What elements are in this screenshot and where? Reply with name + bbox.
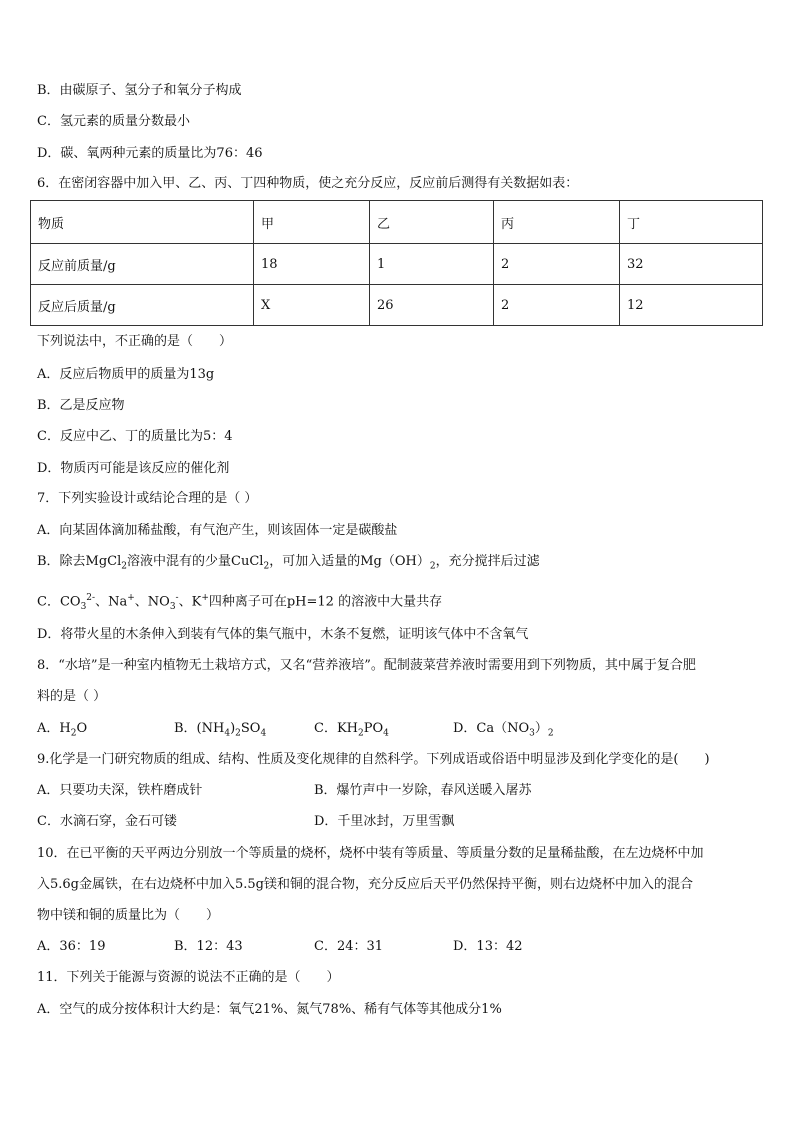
question-8-stem-line1: 8．“水培”是一种室内植物无土栽培方式，又名“营养液培”。配制菠菜营养液时需要用到下列物质，其中属于复合肥	[37, 658, 696, 673]
q8-a-text: A．H	[37, 721, 71, 736]
table-cell: 反应后质量/g	[31, 285, 254, 326]
q7-c-text: 、Na	[95, 594, 128, 610]
q9-option-c: C．水滴石穿，金石可镂	[37, 814, 177, 829]
q6-option-d: D．物质丙可能是该反应的催化剂	[37, 461, 230, 476]
subscript: 4	[224, 728, 231, 739]
question-6-ask: 下列说法中，不正确的是（ ）	[37, 334, 233, 349]
q8-d-text: ）	[534, 721, 548, 736]
q5-option-d: D．碳、氧两种元素的质量比为76：46	[37, 146, 263, 161]
q8-b-text: SO	[240, 721, 261, 736]
q8-option-d	[453, 720, 554, 743]
table-cell: 2	[494, 244, 620, 285]
q8-option-c	[314, 720, 389, 743]
q7-c-text: 四种离子可在pH=12 的溶液中大量共存	[208, 594, 443, 610]
table-cell: 丁	[620, 201, 763, 244]
q6-option-a: A．反应后物质甲的质量为13g	[37, 367, 215, 382]
subscript: 3	[80, 601, 87, 612]
q8-option-a	[37, 720, 87, 743]
subscript: 2	[263, 561, 270, 572]
table-cell: 物质	[31, 201, 254, 244]
superscript: -	[175, 593, 179, 603]
table-cell: 乙	[370, 201, 494, 244]
question-8-stem-line2: 料的是（ ）	[37, 689, 107, 704]
q7-b-text: B．除去MgCl	[37, 554, 122, 569]
subscript: 2	[235, 728, 241, 739]
table-cell: 丙	[494, 201, 620, 244]
q7-b-text: 溶液中混有的少量CuCl	[127, 554, 264, 569]
superscript: +	[201, 593, 209, 603]
table-cell: 反应前质量/g	[31, 244, 254, 285]
q10-option-a: A．36：19	[37, 939, 106, 954]
subscript: 3	[169, 601, 176, 612]
subscript: 4	[260, 728, 267, 739]
q7-option-b	[37, 553, 540, 576]
q8-a-text: O	[76, 721, 88, 736]
q8-b-text: )	[230, 721, 236, 736]
q7-c-text: C．CO	[37, 594, 81, 610]
table-cell: 18	[254, 244, 370, 285]
table-row	[31, 244, 763, 285]
table-cell: 26	[370, 285, 494, 326]
question-7-stem: 7．下列实验设计或结论合理的是（ ）	[37, 491, 258, 506]
question-6-stem: 6．在密闭容器中加入甲、乙、丙、丁四种物质，使之充分反应，反应前后测得有关数据如表：	[37, 176, 579, 191]
q8-c-text: C．KH	[314, 721, 358, 736]
q8-option-b	[174, 720, 266, 743]
subscript: 2	[121, 561, 128, 572]
table-cell: 甲	[254, 201, 370, 244]
q10-option-c: C．24：31	[314, 939, 384, 954]
q6-option-b: B．乙是反应物	[37, 398, 125, 413]
question-10-stem-line2: 入5.6g金属铁，在右边烧杯中加入5.5g镁和铜的混合物，充分反应后天平仍然保持平衡，则右边烧杯中加入的混合	[37, 877, 693, 892]
q7-b-text: ，可加入适量的Mg（OH）	[269, 554, 430, 569]
q7-c-text: 、K	[178, 594, 202, 610]
q7-option-d: D．将带火星的木条伸入到装有气体的集气瓶中，木条不复燃，证明该气体中不含氧气	[37, 627, 529, 642]
q5-option-b: B．由碳原子、氢分子和氧分子构成	[37, 83, 242, 98]
q5-option-c: C．氢元素的质量分数最小	[37, 114, 190, 129]
q7-c-text: 、NO	[134, 594, 170, 610]
q10-option-d: D．13：42	[453, 939, 523, 954]
subscript: 2	[70, 728, 77, 739]
subscript: 2	[358, 728, 364, 739]
q8-d-text: D．Ca（NO	[453, 721, 530, 736]
superscript: +	[127, 593, 135, 603]
q7-option-a: A．向某固体滴加稀盐酸，有气泡产生，则该固体一定是碳酸盐	[37, 523, 398, 538]
table-cell: 2	[494, 285, 620, 326]
table-cell: 32	[620, 244, 763, 285]
subscript: 2	[547, 728, 554, 739]
q9-option-d: D．千里冰封，万里雪飘	[314, 814, 455, 829]
table-cell: 12	[620, 285, 763, 326]
q7-option-c	[37, 589, 442, 616]
table-cell: X	[254, 285, 370, 326]
subscript: 4	[383, 728, 389, 739]
q7-b-text: ，充分搅拌后过滤	[435, 554, 540, 569]
q8-c-text: PO	[363, 721, 384, 736]
q8-b-text: B．(NH	[174, 721, 225, 736]
q6-option-c: C．反应中乙、丁的质量比为5：4	[37, 429, 233, 444]
table-header-row	[31, 201, 763, 244]
table-cell: 1	[370, 244, 494, 285]
q11-option-a: A．空气的成分按体积计大约是：氧气21%、氮气78%、稀有气体等其他成分1%	[37, 1002, 502, 1017]
q10-option-b: B．12：43	[174, 939, 243, 954]
question-10-stem-line3: 物中镁和铜的质量比为（ ）	[37, 908, 220, 923]
question-10-stem-line1: 10．在已平衡的天平两边分别放一个等质量的烧杯，烧杯中装有等质量、等质量分数的足量稀盐酸，在左边烧杯中加	[37, 846, 704, 861]
superscript: 2-	[86, 593, 96, 603]
reaction-mass-table	[30, 200, 763, 326]
q9-option-a: A．只要功夫深，铁杵磨成针	[37, 783, 203, 798]
question-9-stem: 9.化学是一门研究物质的组成、结构、性质及变化规律的自然科学。下列成语或俗语中明显涉及到化学变化的是( )	[37, 752, 710, 767]
subscript: 3	[529, 728, 535, 739]
q9-option-b: B．爆竹声中一岁除，春风送暖入屠苏	[314, 783, 532, 798]
question-11-stem: 11．下列关于能源与资源的说法不正确的是（ ）	[37, 970, 340, 985]
subscript: 2	[429, 561, 436, 572]
table-row	[31, 285, 763, 326]
